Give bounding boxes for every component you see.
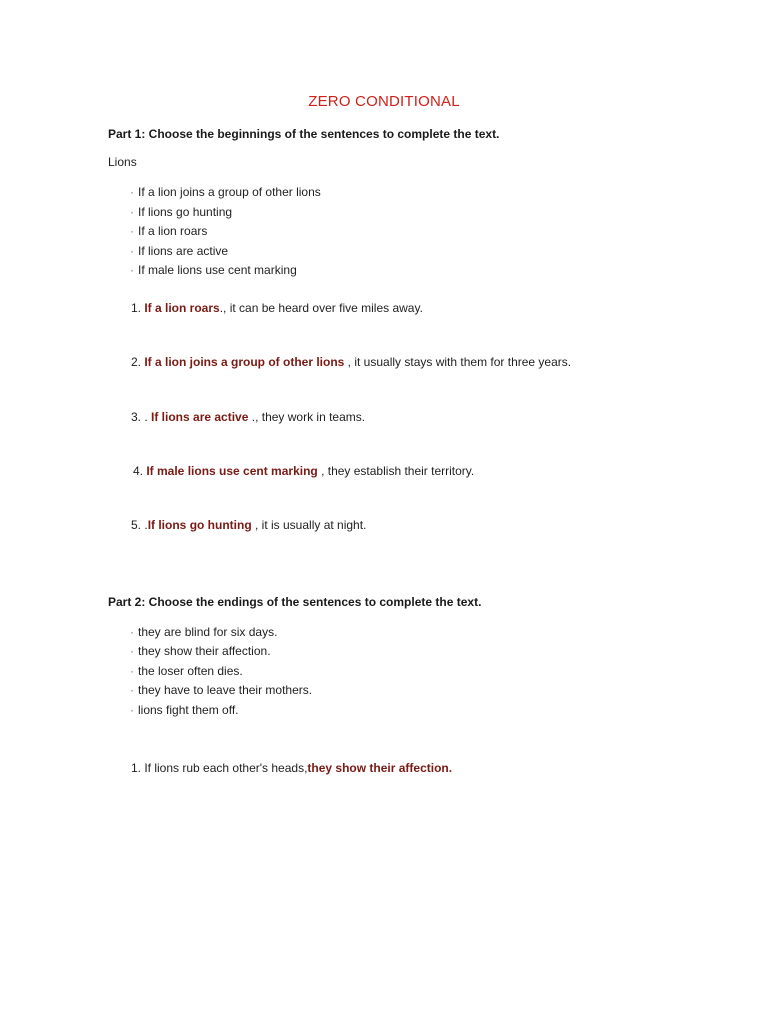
bullet-icon: ·: [130, 664, 134, 678]
bullet-icon: ·: [130, 224, 134, 238]
list-item: · they are blind for six days.: [130, 625, 278, 639]
part2-sentence-1: 1. If lions rub each other's heads,they show their affection.: [131, 761, 453, 775]
list-item: · If a lion roars: [130, 224, 208, 238]
part1-sentence-4: 4. If male lions use cent marking , they establish their territory.: [133, 464, 475, 478]
answer-text: they show their affection.: [307, 761, 453, 775]
answer-text: If lions go hunting: [147, 518, 252, 532]
list-item: · If male lions use cent marking: [130, 263, 297, 277]
part2-heading: Part 2: Choose the endings of the sentences to complete the text.: [108, 595, 482, 609]
answer-text: If a lion joins a group of other lions: [144, 355, 345, 369]
bullet-icon: ·: [130, 625, 134, 639]
bullet-icon: ·: [130, 205, 134, 219]
list-item: · lions fight them off.: [130, 703, 239, 717]
part1-subtitle: Lions: [108, 155, 137, 169]
bullet-icon: ·: [130, 644, 134, 658]
list-item: · If lions go hunting: [130, 205, 233, 219]
part1-sentence-1: 1. If a lion roars., it can be heard over five miles away.: [131, 301, 423, 315]
page-title: ZERO CONDITIONAL: [308, 93, 460, 110]
list-item: · If lions are active: [130, 244, 229, 258]
bullet-icon: ·: [130, 703, 134, 717]
bullet-icon: ·: [130, 185, 134, 199]
part1-heading: Part 1: Choose the beginnings of the sentences to complete the text.: [108, 127, 500, 141]
list-item: · the loser often dies.: [130, 664, 243, 678]
bullet-icon: ·: [130, 683, 134, 697]
answer-text: If lions are active: [151, 410, 249, 424]
part1-sentence-5: 5. .If lions go hunting , it is usually at night.: [131, 518, 367, 532]
list-item: · they show their affection.: [130, 644, 271, 658]
part1-sentence-2: 2. If a lion joins a group of other lions , it usually stays with them for three years.: [131, 355, 572, 369]
part1-sentence-3: 3. . If lions are active ., they work in teams.: [131, 410, 366, 424]
answer-text: If male lions use cent marking: [146, 464, 318, 478]
bullet-icon: ·: [130, 244, 134, 258]
answer-text: If a lion roars: [144, 301, 220, 315]
bullet-icon: ·: [130, 263, 134, 277]
list-item: · If a lion joins a group of other lions: [130, 185, 321, 199]
list-item: · they have to leave their mothers.: [130, 683, 313, 697]
